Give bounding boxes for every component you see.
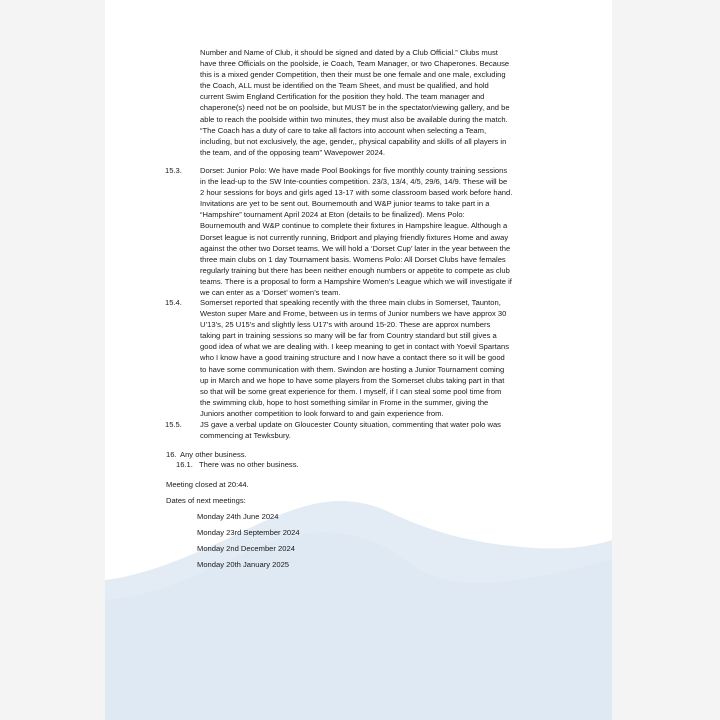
text-line: 2 hour sessions for boys and girls aged 13-17 with some classroom based work before hand.	[200, 188, 513, 198]
text-line: the team, and of the opposing team” Wavepower 2024.	[200, 147, 386, 157]
text-line: taking part in training sessions so many will be far from Country standard but still gives a	[200, 331, 497, 341]
text-line: we can enter as a ‘Dorset’ women’s team.	[200, 288, 341, 298]
text-line: to have some communication with them. Swindon are hosting a Junior Tournament coming	[200, 364, 505, 374]
next-meetings-label: Dates of next meetings:	[166, 496, 246, 505]
text-line: teams. There is a proposal to form a Hampshire Women’s League which we will investigate if	[200, 276, 512, 286]
text-line: Dorset league is not currently running, Bridport and playing friendly fixtures Home and away	[200, 232, 509, 242]
text-line: Bournemouth and W&P continue to complete their fixtures in Hampshire league. Although a	[200, 221, 508, 231]
text-line: Weston super Mare and Frome, between us in terms of Junior numbers we have approx 30	[200, 309, 507, 319]
text-line: up in March and we hope to have some players from the Somerset clubs taking part in that	[200, 375, 505, 385]
next-meeting-date: Monday 24th June 2024	[197, 512, 279, 521]
text-line: the Coach, ALL must be identified on the Team Sheet, and must be qualified, and hold	[200, 81, 489, 91]
text-line: good idea of what we are dealing with. I keep meaning to get in contact with Yoevil Spartans	[200, 342, 510, 352]
text-line: Dorset: Junior Polo: We have made Pool Bookings for five monthly county training sessions	[200, 166, 508, 175]
text-line: so that will be some great experience for them. I myself, if I can steal some pool time from	[200, 386, 502, 396]
document-page	[105, 0, 612, 720]
text-line: chaperone(s) need not be on poolside, but MUST be in the spectator/viewing gallery, and be	[200, 103, 510, 113]
text-line: including, but not exclusively, the age, gender,, physical capability and skills of all players in	[200, 136, 507, 146]
item-text: There was no other business.	[199, 460, 299, 469]
item-text	[200, 419, 588, 441]
text-line: have three Officials on the poolside, ie Coach, Team Manager, or two Chaperones. Because	[200, 59, 510, 69]
section-number: 16.	[166, 450, 177, 459]
meeting-closed-text: Meeting closed at 20:44.	[166, 480, 249, 489]
text-line: “Hampshire” tournament April 2024 at Eton (details to be finalized). Mens Polo:	[200, 210, 465, 220]
item-number: 15.4.	[165, 298, 182, 307]
item-15-2-continuation	[200, 47, 588, 158]
text-line: U’13’s, 25 U15’s and slightly less U17’s with around 15-20. These are approx numbers	[200, 320, 491, 330]
text-line: Number and Name of Club, it should be signed and dated by a Club Official.” Clubs must	[200, 48, 498, 57]
item-16-1	[176, 459, 299, 470]
next-meeting-date: Monday 23rd September 2024	[197, 528, 300, 537]
item-number: 15.5.	[165, 420, 182, 429]
section-title: Any other business.	[180, 450, 247, 459]
text-line: who I know have a good training structure and I now have a contact there so it will be good	[200, 353, 505, 363]
item-number: 16.1.	[176, 460, 193, 469]
text-line: regularly training but there has been neither enough numbers or appetite to compete as club	[200, 265, 510, 275]
text-line: this is a mixed gender Competition, then their must be one female and one male, excluding	[200, 70, 506, 80]
next-meeting-date: Monday 2nd December 2024	[197, 544, 295, 553]
text-line: JS gave a verbal update on Gloucester County situation, commenting that water polo was	[200, 420, 501, 429]
text-line: against the other two Dorset teams. We will hold a ‘Dorset Cup’ later in the year between the	[200, 243, 511, 253]
text-line: able to reach the poolside within two minutes, they must also be available during the match.	[200, 114, 508, 124]
next-meeting-date: Monday 20th January 2025	[197, 560, 290, 569]
item-number: 15.3.	[165, 166, 182, 175]
item-text	[200, 297, 588, 419]
text-line: the swimming club, hope to host something similar in Frome in the summer, giving the	[200, 397, 489, 407]
text-line: Somerset reported that speaking recently with the three main clubs in Somerset, Taunton,	[200, 298, 501, 307]
text-line: in the lead-up to the SW Inte-counties competition. 23/3, 13/4, 4/5, 29/6, 14/9. These will be	[200, 177, 508, 187]
text-line: current Swim England Certification for the position they hold. The team manager and	[200, 92, 485, 102]
text-line: Juniors another competition to look forward to and gain experience from.	[200, 408, 444, 418]
text-line: Invitations are yet to be sent out. Bournemouth and W&P junior teams to take part in a	[200, 199, 490, 209]
text-line: “The Coach has a duty of care to take all factors into account when selecting a Team,	[200, 125, 487, 135]
text-line: commencing at Tewksbury.	[200, 431, 291, 441]
text-line: three main clubs on 1 day Tournament basis. Womens Polo: All Dorset Clubs have females	[200, 254, 506, 264]
item-text	[200, 165, 588, 298]
